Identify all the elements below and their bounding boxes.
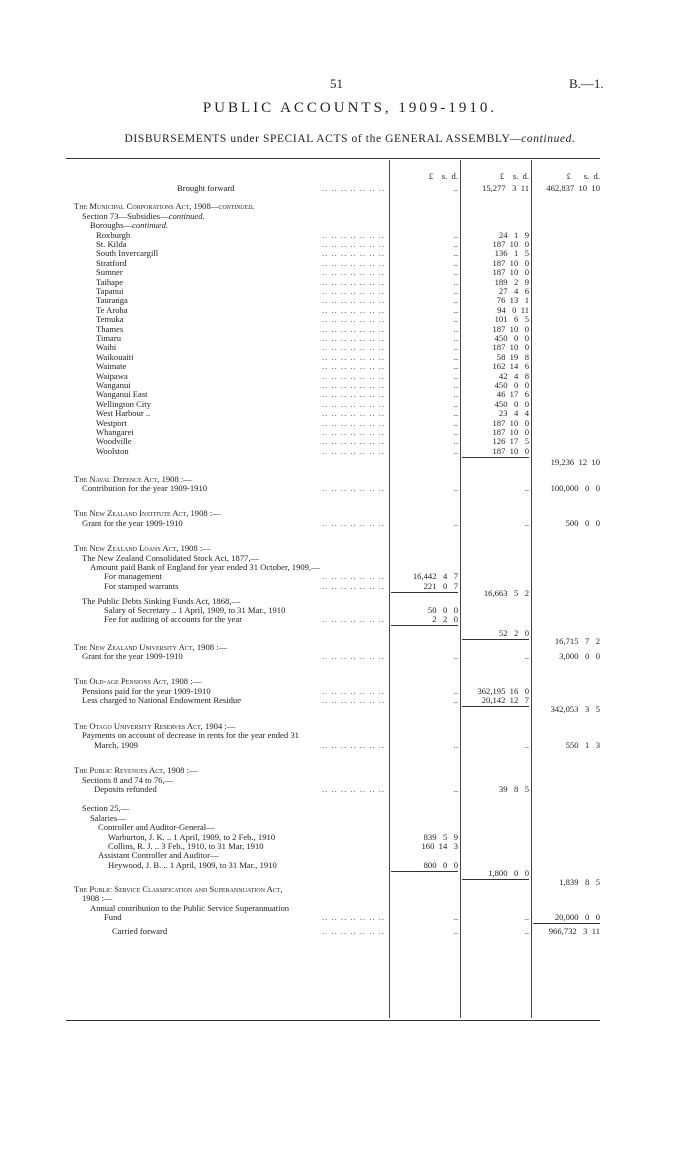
table-row	[0, 483, 700, 494]
row-label: Whangarei	[96, 427, 134, 437]
amount-c2: 136 1 5	[494, 248, 529, 259]
amount-c1: ..	[453, 925, 458, 936]
leader-dots: .. .. .. .. .. .. ..	[322, 183, 385, 193]
leader-dots: .. .. .. .. .. .. ..	[322, 739, 385, 750]
amount-c1: ..	[453, 323, 458, 334]
leader-dots: .. .. .. .. .. .. ..	[322, 685, 385, 696]
amount-c1: ..	[453, 436, 458, 447]
amount-c2: 162 14 6	[492, 361, 529, 372]
amount-c1: ..	[453, 333, 458, 343]
leader-dots: .. .. .. .. .. .. ..	[322, 286, 385, 296]
amount-c2: 27 4 6	[498, 286, 529, 296]
leader-dots: .. .. .. .. .. .. ..	[322, 427, 385, 437]
amount-c2: ..	[524, 517, 529, 528]
table-row	[0, 183, 700, 194]
row-label: Wellington City	[96, 398, 151, 409]
row-label: The Public Debts Sinking Funds Act, 1868,—	[82, 595, 241, 606]
amount-c1: 2 2 0	[432, 614, 458, 625]
row-label: St. Kilda	[96, 239, 127, 249]
row-label: Salaries—	[90, 812, 126, 823]
amount-c1: ..	[453, 685, 458, 696]
leader-dots: .. .. .. .. .. .. ..	[322, 380, 385, 390]
amount-c2: 94 0 11	[497, 304, 529, 315]
row-label: Te Aroha	[96, 304, 128, 315]
row-label: Wanganui East	[96, 389, 148, 400]
row-label: Brought forward	[177, 183, 235, 193]
row-label: The Public Service Classification and Superannuation Act,	[74, 884, 283, 894]
column-headers	[0, 171, 700, 182]
amount-c1: 160 14 3	[421, 841, 458, 851]
leader-dots: .. .. .. .. .. .. ..	[322, 408, 385, 419]
amount-c1: ..	[453, 784, 458, 794]
amount-c2: 126 17 5	[492, 436, 529, 447]
leader-dots: .. .. .. .. .. .. ..	[322, 912, 385, 923]
row-label: Grant for the year 1909-1910	[82, 517, 183, 528]
row-label-continued: continued.	[132, 220, 169, 231]
leader-dots: .. .. .. .. .. .. ..	[322, 398, 385, 409]
amount-c2: ..	[524, 483, 529, 493]
table-row	[0, 784, 700, 795]
amount-c2: 24 1 9	[498, 229, 529, 240]
row-label: The New Zealand Loans Act, 1908 :—	[74, 543, 211, 554]
row-label: Amount paid Bank of England for year ended 31 October, 1909,—	[90, 562, 320, 572]
amount-c2: 450 0 0	[494, 333, 529, 343]
amount-c1: ..	[453, 361, 458, 372]
leader-dots: .. .. .. .. .. .. ..	[322, 276, 385, 287]
table-row	[0, 651, 700, 662]
table-row	[0, 912, 700, 923]
leader-dots: .. .. .. .. .. .. ..	[322, 925, 385, 936]
amount-c1: ..	[453, 417, 458, 428]
leader-dots: .. .. .. .. .. .. ..	[322, 361, 385, 372]
leader-dots: .. .. .. .. .. .. ..	[322, 571, 385, 582]
leader-dots: .. .. .. .. .. .. ..	[322, 651, 385, 661]
amount-c2: 362,195 16 0	[477, 685, 529, 696]
row-label: Heywood, J. B. .. 1 April, 1909, to 31 Mar., 1910	[108, 859, 277, 870]
row-label: Taihape	[96, 276, 124, 287]
amount-c1: 839 5 9	[423, 831, 458, 842]
row-label: For stamped warrants	[104, 580, 179, 591]
amount-c1: ..	[453, 912, 458, 923]
amount-c2: 187 10 0	[492, 417, 529, 428]
row-label: Woolston	[96, 445, 129, 456]
row-label: The New Zealand University Act, 1908 :—	[74, 641, 228, 652]
amount-c2: 187 10 0	[492, 342, 529, 353]
leader-dots: .. .. .. .. .. .. ..	[322, 417, 385, 428]
amount-c3: 20,000 0 0	[554, 912, 600, 923]
amount-c1: ..	[453, 370, 458, 381]
row-label: Sumner	[96, 267, 123, 278]
row-label: Tauranga	[96, 295, 128, 306]
row-label: Waihi	[96, 342, 117, 353]
row-label: The Naval Defence Act, 1908 :—	[74, 473, 192, 484]
leader-dots: .. .. .. .. .. .. ..	[322, 295, 385, 306]
amount-c2: 16,663 5 2	[483, 588, 529, 599]
amount-c2: 23 4 4	[498, 408, 529, 419]
column-header-1: £ s. d.	[428, 171, 458, 181]
amount-c2: ..	[524, 925, 529, 936]
amount-c2: 76 13 1	[496, 295, 529, 306]
subtitle-main: DISBURSEMENTS under SPECIAL ACTS of the GENERAL ASSEMBLY	[124, 133, 511, 145]
row-label: The Old-age Pensions Act, 1908 :—	[74, 676, 202, 687]
amount-c2: 450 0 0	[494, 380, 529, 390]
row-label: For management	[104, 571, 162, 582]
amount-c1: ..	[453, 351, 458, 362]
amount-c1: 221 0 7	[423, 580, 458, 591]
amount-c1: 50 0 0	[427, 605, 458, 615]
row-label: Payments on account of decrease in rents for the year ended 31	[82, 730, 299, 741]
leader-dots: .. .. .. .. .. .. ..	[322, 342, 385, 353]
row-label: Grant for the year 1909-1910	[82, 651, 183, 661]
amount-c2: 450 0 0	[494, 398, 529, 409]
row-label: The Municipal Corporations Act, 1908—continued.	[74, 201, 255, 212]
row-label: Warburton, J. K. .. 1 April, 1909, to 2 Feb., 1910	[108, 831, 276, 842]
amount-c2: 58 19 8	[496, 351, 529, 362]
row-label: Waikouaiti	[96, 351, 134, 362]
amount-c1: ..	[453, 248, 458, 259]
row-label: Carried forward	[112, 925, 168, 936]
leader-dots: .. .. .. .. .. .. ..	[322, 304, 385, 315]
column-header-2: £ s. d.	[499, 171, 529, 181]
amount-c3: 500 0 0	[565, 517, 600, 528]
row-label: Roxburgh	[96, 229, 131, 240]
table-row	[0, 446, 700, 457]
amount-c1: ..	[453, 389, 458, 400]
row-label: 1908 :—	[82, 893, 113, 904]
amount-c2: 187 10 0	[492, 323, 529, 334]
amount-c2: 187 10 0	[492, 239, 529, 249]
amount-c1: ..	[453, 342, 458, 353]
amount-c3: 462,837 10 10	[546, 183, 600, 193]
row-label: The Public Revenues Act, 1908 :—	[74, 765, 198, 776]
table-bottom-rule	[66, 1020, 600, 1021]
leader-dots: .. .. .. .. .. .. ..	[322, 784, 385, 794]
amount-c1: ..	[453, 651, 458, 661]
leader-dots: .. .. .. .. .. .. ..	[322, 323, 385, 334]
row-label: The New Zealand Consolidated Stock Act, 1877,—	[82, 552, 260, 563]
row-label: The New Zealand Institute Act, 1908 :—	[74, 508, 221, 519]
row-label: Thames	[96, 323, 124, 334]
leader-dots: .. .. .. .. .. .. ..	[322, 314, 385, 325]
row-label: Fund	[104, 912, 122, 923]
leader-dots: .. .. .. .. .. .. ..	[322, 248, 385, 259]
amount-c1: ..	[453, 239, 458, 249]
amount-c2: ..	[524, 739, 529, 750]
amount-c3: 1,839 8 5	[559, 876, 600, 887]
amount-c2: 15,277 3 11	[482, 183, 529, 193]
leader-dots: .. .. .. .. .. .. ..	[322, 370, 385, 381]
row-label: South Invercargill	[96, 248, 159, 259]
leader-dots: .. .. .. .. .. .. ..	[322, 580, 385, 591]
row-label: Sections 8 and 74 to 76,—	[82, 774, 174, 785]
amount-c1: ..	[453, 380, 458, 390]
sum-rule	[391, 625, 458, 626]
amount-c1: ..	[453, 483, 458, 493]
row-label: Wanganui	[96, 380, 131, 390]
amount-c1: ..	[453, 286, 458, 296]
leader-dots: .. .. .. .. .. .. ..	[322, 333, 385, 343]
row-label: Woodville	[96, 436, 132, 447]
row-label: Timaru	[96, 333, 121, 343]
row-label: Contribution for the year 1909-1910	[82, 483, 208, 493]
amount-c2: 187 10 0	[492, 257, 529, 268]
row-label: Westport	[96, 417, 127, 428]
amount-c1: 800 0 0	[423, 859, 458, 870]
amount-c1: ..	[453, 445, 458, 456]
row-label: Salary of Secretary .. 1 April, 1909, to 31 Mar., 1910	[104, 605, 286, 615]
amount-c2: 46 17 6	[496, 389, 529, 400]
row-label: Annual contribution to the Public Service Superannuation	[90, 902, 290, 913]
amount-c1: ..	[453, 304, 458, 315]
leader-dots: .. .. .. .. .. .. ..	[322, 483, 385, 493]
table-row	[0, 518, 700, 529]
row-label: Section 25,—	[82, 803, 130, 814]
row-label: Tapanui	[96, 286, 124, 296]
amount-c1: ..	[453, 427, 458, 437]
amount-c2: ..	[524, 651, 529, 661]
amount-c1: ..	[453, 408, 458, 419]
row-label: Waipawa	[96, 370, 128, 381]
amount-c2: 52 2 0	[498, 627, 529, 638]
amount-c1: ..	[453, 229, 458, 240]
amount-c1: ..	[453, 739, 458, 750]
row-label: Pensions paid for the year 1909-1910	[82, 685, 211, 696]
amount-c3: 100,000 0 0	[550, 483, 600, 493]
amount-c1: ..	[453, 517, 458, 528]
amount-c1: ..	[453, 314, 458, 325]
amount-c1: ..	[453, 398, 458, 409]
row-label: Boroughs—continued.	[90, 220, 169, 231]
row-label: The Otago University Reserves Act, 1904 :—	[74, 721, 236, 731]
leader-dots: .. .. .. .. .. .. ..	[322, 389, 385, 400]
amount-c3: 16,715 7 2	[554, 636, 600, 647]
document-code: B.—1.	[569, 76, 604, 91]
row-label: West Harbour ..	[96, 408, 151, 419]
row-label: Fee for auditing of accounts for the year	[104, 614, 243, 625]
subtitle-continued: —continued.	[510, 133, 576, 145]
table-top-rule	[66, 158, 600, 159]
leader-dots: .. .. .. .. .. .. ..	[322, 239, 385, 249]
amount-c2: 187 10 0	[492, 267, 529, 278]
amount-c1: ..	[453, 267, 458, 278]
amount-c3: 342,053 3 5	[550, 703, 600, 714]
amount-c2: 20,142 12 7	[481, 695, 529, 706]
leader-dots: .. .. .. .. .. .. ..	[322, 267, 385, 278]
amount-c3: 3,000 0 0	[559, 651, 600, 661]
amount-c2: 101 6 5	[494, 314, 529, 325]
row-label: Less charged to National Endowment Residue	[82, 695, 242, 706]
row-label: Section 73—Subsidies—continued.	[82, 210, 205, 221]
amount-c2: 187 10 0	[492, 427, 529, 437]
amount-c1: ..	[453, 183, 458, 193]
table-row	[0, 926, 700, 937]
row-label: Deposits refunded	[94, 784, 157, 794]
amount-c3: 550 1 3	[565, 739, 600, 750]
amount-c1: ..	[453, 276, 458, 287]
amount-c2: 187 10 0	[492, 445, 529, 456]
amount-c3: 19,236 12 10	[550, 457, 600, 468]
amount-c2: ..	[524, 912, 529, 923]
leader-dots: .. .. .. .. .. .. ..	[322, 257, 385, 268]
page-subtitle	[0, 133, 700, 145]
amount-c1: ..	[453, 695, 458, 706]
amount-c1: ..	[453, 257, 458, 268]
row-label-continued: continued.	[168, 210, 205, 221]
table-row	[0, 740, 700, 751]
row-label: Collins, R. J. .. 3 Feb., 1910, to 31 Mar, 1910	[108, 841, 264, 851]
leader-dots: .. .. .. .. .. .. ..	[322, 695, 385, 706]
row-label: Waimate	[96, 361, 127, 372]
table-row	[0, 457, 700, 468]
amount-c1: ..	[453, 295, 458, 306]
leader-dots: .. .. .. .. .. .. ..	[322, 445, 385, 456]
sum-rule	[533, 923, 600, 924]
row-label-continued: —continued.	[210, 201, 255, 212]
row-label: Temuka	[96, 314, 124, 325]
amount-c3: 966,732 3 11	[548, 925, 600, 936]
page-title: PUBLIC ACCOUNTS, 1909-1910.	[202, 100, 498, 116]
leader-dots: .. .. .. .. .. .. ..	[322, 351, 385, 362]
amount-c2: 42 4 8	[498, 370, 529, 381]
amount-c2: 39 8 5	[498, 784, 529, 794]
table-row	[0, 704, 700, 715]
table-row	[0, 614, 700, 625]
amount-c2: 189 2 9	[494, 276, 529, 287]
row-label: Controller and Auditor-General—	[98, 822, 215, 833]
row-label: March, 1909	[94, 739, 138, 750]
leader-dots: .. .. .. .. .. .. ..	[322, 517, 385, 528]
amount-c2: 1,800 0 0	[488, 868, 529, 879]
page-number: 51	[330, 76, 343, 91]
amount-c1: 16,442 4 7	[412, 571, 458, 582]
leader-dots: .. .. .. .. .. .. ..	[322, 229, 385, 240]
column-header-3: £ s. d.	[566, 171, 600, 181]
leader-dots: .. .. .. .. .. .. ..	[322, 436, 385, 447]
row-label: Stratford	[96, 257, 127, 268]
row-label: Assistant Controller and Auditor—	[98, 850, 219, 861]
leader-dots: .. .. .. .. .. .. ..	[322, 614, 385, 625]
